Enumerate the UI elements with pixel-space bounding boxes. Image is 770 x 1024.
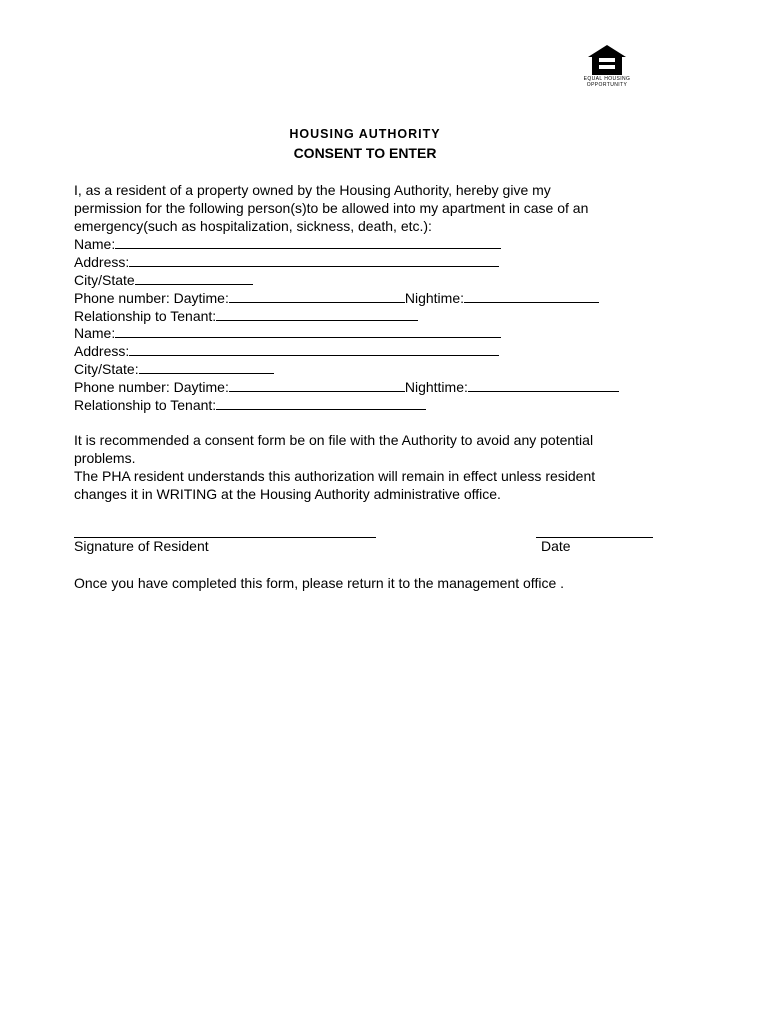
signature-label: Signature of Resident bbox=[74, 538, 209, 554]
address-label: Address: bbox=[74, 343, 130, 359]
relationship-label: Relationship to Tenant: bbox=[74, 397, 217, 413]
contact-2-name-row bbox=[74, 324, 714, 342]
phone-daytime-label: Phone number: Daytime: bbox=[74, 290, 229, 306]
intro-line: I, as a resident of a property owned by the Housing Authority, hereby give my bbox=[74, 182, 551, 198]
contact-2-relationship-row bbox=[74, 396, 714, 414]
phone-nighttime-label: Nightime: bbox=[404, 290, 464, 306]
intro-paragraph bbox=[74, 181, 714, 235]
contact-1-address-row bbox=[74, 253, 714, 271]
contact-2-city-row bbox=[74, 360, 714, 378]
name-field[interactable] bbox=[115, 235, 501, 249]
relationship-label: Relationship to Tenant: bbox=[74, 308, 217, 324]
contact-1-name-row bbox=[74, 235, 714, 253]
phone-nighttime-label: Nighttime: bbox=[404, 379, 468, 395]
intro-line: permission for the following person(s)to be allowed into my apartment in case of an bbox=[74, 200, 589, 216]
name-label: Name: bbox=[74, 325, 116, 341]
contact-1-phone-row bbox=[74, 289, 714, 307]
phone-nighttime-field[interactable] bbox=[468, 378, 619, 392]
city-state-field[interactable] bbox=[135, 271, 253, 285]
form-title: CONSENT TO ENTER bbox=[293, 145, 437, 161]
phone-nighttime-field[interactable] bbox=[464, 289, 599, 303]
relationship-field[interactable] bbox=[216, 396, 426, 410]
logo-text-line1: EQUAL HOUSING bbox=[583, 76, 631, 82]
contact-1-city-row bbox=[74, 271, 714, 289]
closing-instruction: Once you have completed this form, please return it to the management office . bbox=[74, 575, 565, 591]
notes-line: changes it in WRITING at the Housing Authority administrative office. bbox=[74, 486, 501, 502]
organization-title: HOUSING AUTHORITY bbox=[289, 127, 441, 141]
name-label: Name: bbox=[74, 236, 116, 252]
address-field[interactable] bbox=[129, 253, 499, 267]
phone-daytime-field[interactable] bbox=[229, 378, 405, 392]
contact-1-relationship-row bbox=[74, 307, 714, 325]
name-field[interactable] bbox=[115, 324, 501, 338]
city-state-field[interactable] bbox=[139, 360, 274, 374]
address-field[interactable] bbox=[129, 342, 499, 356]
phone-daytime-label: Phone number: Daytime: bbox=[74, 379, 229, 395]
notes-line: It is recommended a consent form be on file with the Authority to avoid any potential bbox=[74, 432, 594, 448]
equal-housing-logo bbox=[583, 44, 631, 92]
logo-text-line2: OPPORTUNITY bbox=[586, 82, 628, 88]
city-state-label: City/State bbox=[74, 272, 135, 288]
notes-paragraph bbox=[74, 431, 714, 503]
intro-line: emergency(such as hospitalization, sickness, death, etc.): bbox=[74, 218, 432, 234]
date-label: Date bbox=[541, 538, 571, 554]
equal-housing-opportunity-icon bbox=[587, 44, 627, 76]
notes-line: The PHA resident understands this authorization will remain in effect unless resident bbox=[74, 468, 596, 484]
notes-line: problems. bbox=[74, 450, 136, 466]
contact-2-fields bbox=[74, 324, 714, 414]
contact-2-phone-row bbox=[74, 378, 714, 396]
city-state-label: City/State: bbox=[74, 361, 139, 377]
contact-2-address-row bbox=[74, 342, 714, 360]
phone-daytime-field[interactable] bbox=[229, 289, 405, 303]
address-label: Address: bbox=[74, 254, 130, 270]
contact-1-fields bbox=[74, 235, 714, 325]
relationship-field[interactable] bbox=[216, 307, 418, 321]
